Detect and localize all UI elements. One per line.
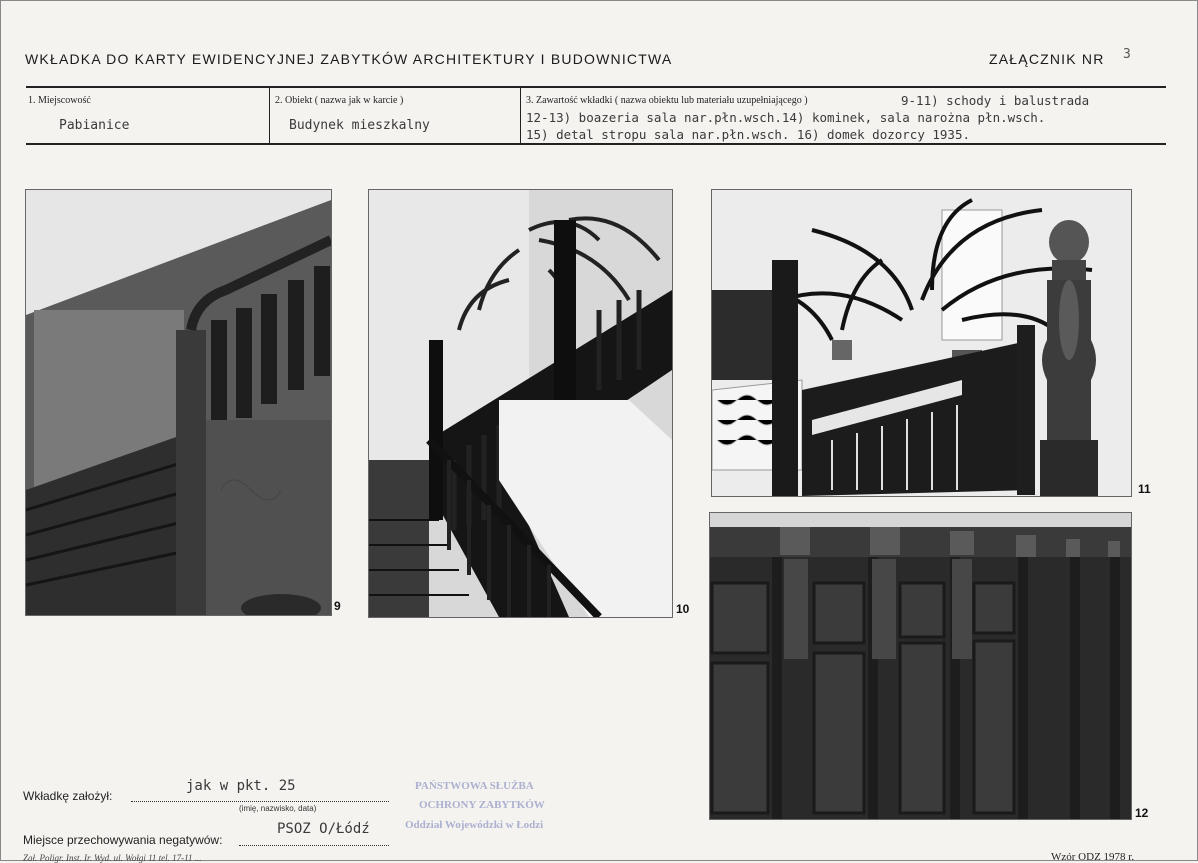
contents-line: 12-13) boazeria sala nar.płn.wsch.14) kominek, sala narożna płn.wsch. xyxy=(526,110,1046,125)
object-label: 2. Obiekt ( nazwa jak w karcie ) xyxy=(275,95,404,106)
annex-label: ZAŁĄCZNIK NR xyxy=(989,51,1105,67)
photo-number: 12 xyxy=(1135,806,1149,820)
photo-number: 9 xyxy=(334,599,341,613)
photo-number: 10 xyxy=(676,602,690,616)
form-top-rule xyxy=(26,86,1166,88)
form-bottom-rule xyxy=(26,143,1166,145)
author-line xyxy=(131,801,389,802)
storage-line xyxy=(239,845,389,846)
author-label: Wkładkę założył: xyxy=(23,789,113,803)
annex-number: 3 xyxy=(1123,47,1131,62)
contents-label: 3. Zawartość wkładki ( nazwa obiektu lub materiału uzupełniającego ) xyxy=(526,95,808,106)
field-divider xyxy=(269,87,270,143)
photo-newel-post-landing xyxy=(711,189,1132,497)
storage-label: Miejsce przechowywania negatywów: xyxy=(23,833,223,847)
locality-label: 1. Miejscowość xyxy=(28,95,91,106)
field-divider xyxy=(520,87,521,143)
contents-line: 15) detal stropu sala nar.płn.wsch. 16) domek dozorcy 1935. xyxy=(526,127,971,142)
author-value: jak w pkt. 25 xyxy=(186,778,296,794)
photo-staircase-balustrade xyxy=(368,189,673,618)
photo-number: 11 xyxy=(1138,482,1151,496)
form-template-id: Wzór ODZ 1978 r. xyxy=(1051,851,1135,863)
document-card: WKŁADKA DO KARTY EWIDENCYJNEJ ZABYTKÓW ARCHITEKTURY I BUDOWNICTWA ZAŁĄCZNIK NR 3 1. Miejscowość Pabianice 2. Obiekt ( nazwa jak w karcie ) Budynek mieszkalny 3. Zawartość wkładki ( nazwa obiektu lub materiału uzupełniającego ) 9-11) schody i balustrada 12-13) boazeria sala nar.płn.wsch.14) kominek, sala narożna płn.wsch. 15) detal stropu sala nar.płn.wsch. 16) domek dozorcy 1935. 9 10 11 12 Wkładkę założył: jak w pkt. 25 (imię, nazwisko, data) Miejsce przechowywania negatywów: PSOZ O/Łódź PAŃSTWOWA SŁUŻBA OCHRONY ZABYTKÓW Oddział Wojewódzki w Łodzi Zał. Poligr. Inst. Ir. Wyd. ul. Wołgi 11 tel. 17-11 ... Wzór ODZ 1978 r. xyxy=(0,0,1198,861)
photo-staircase-curved xyxy=(25,189,332,616)
printer-note: Zał. Poligr. Inst. Ir. Wyd. ul. Wołgi 11 tel. 17-11 ... xyxy=(23,853,202,863)
author-caption: (imię, nazwisko, data) xyxy=(239,804,317,813)
storage-value: PSOZ O/Łódź xyxy=(277,821,370,837)
contents-line: 9-11) schody i balustrada xyxy=(901,93,1090,108)
photo-wood-panelling xyxy=(709,512,1132,820)
locality-value: Pabianice xyxy=(59,118,130,133)
card-title: WKŁADKA DO KARTY EWIDENCYJNEJ ZABYTKÓW ARCHITEKTURY I BUDOWNICTWA xyxy=(25,51,673,67)
object-value: Budynek mieszkalny xyxy=(289,118,430,133)
